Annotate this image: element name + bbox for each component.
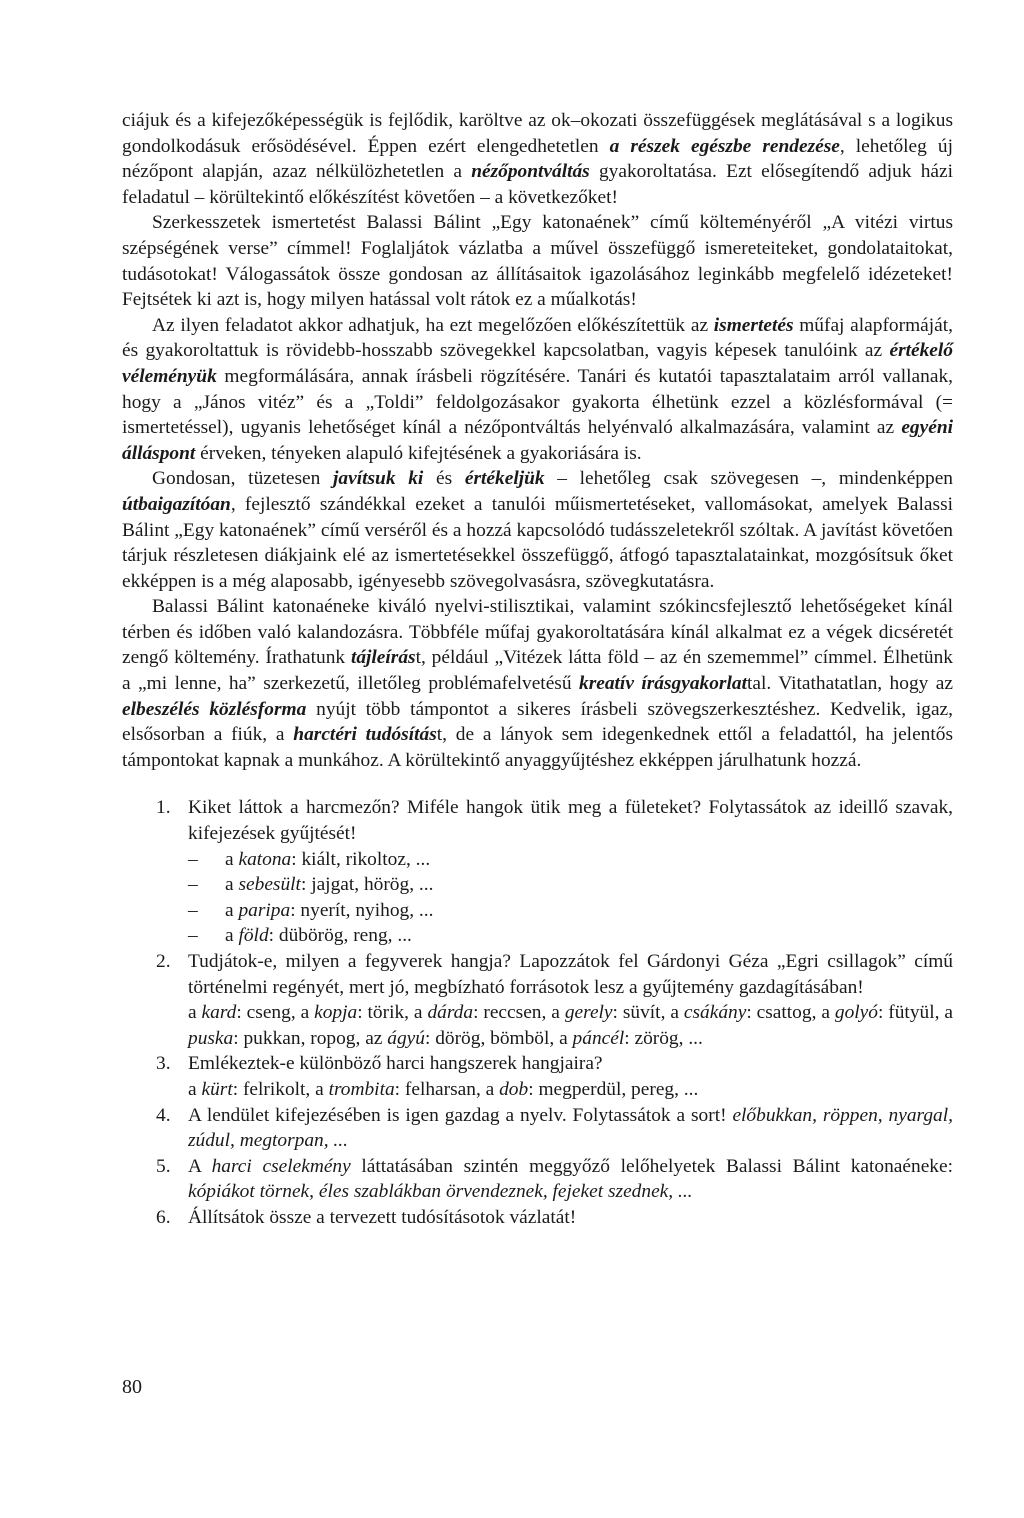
list-item-text (188, 1077, 953, 1103)
sub-list-item (188, 898, 953, 924)
sub-list-item (188, 847, 953, 873)
list-item-text (188, 1205, 953, 1231)
text-run: nyújt több támpontot a sikeres írásbeli szövegszerkesztéshez. Kedvelik, igaz, elsősorban a fiúk, a (122, 698, 954, 746)
emphasis-text: elbeszélés közlésforma (122, 698, 307, 720)
list-item (122, 1051, 953, 1102)
paragraph-3 (122, 313, 953, 467)
emphasis-text: csákány (683, 1002, 747, 1024)
paragraph-5 (122, 594, 953, 773)
text-run: : dübörög, reng, ... (268, 925, 412, 947)
text-run: – lehetőleg csak szövegesen –, mindenképpen (544, 468, 953, 490)
text-run: : cseng, a (236, 1002, 315, 1024)
emphasis-text: golyó (834, 1002, 878, 1024)
text-run: : reccsen, a (473, 1002, 565, 1024)
emphasis-text: föld (238, 925, 269, 947)
text-run: Az ilyen feladatot akkor adhatjuk, ha ezt megelőzően előkészítettük az (152, 314, 714, 336)
emphasis-text: katona (238, 848, 292, 870)
text-run: Emlékeztek-e különböző harci hangszerek hangjaira? (188, 1053, 603, 1075)
text-run: a (188, 1078, 202, 1100)
emphasis-text: értékeljük (464, 468, 545, 490)
text-run: a (225, 848, 239, 870)
text-run: és (423, 468, 465, 490)
list-item-number: 6. (156, 1206, 171, 1228)
text-run: érveken, tényeken alapuló kifejtésének a gyakoriására is. (195, 442, 642, 464)
list-item-text (188, 1000, 953, 1051)
text-run: : dörög, bömböl, a (424, 1027, 573, 1049)
emphasis-text: ágyú (387, 1027, 425, 1049)
emphasis-text: tájleírás (350, 647, 416, 669)
text-run: : fütyül, a (877, 1002, 953, 1024)
emphasis-text: sebesült (238, 874, 301, 896)
emphasis-text: útbaigazítóan (122, 493, 231, 515)
list-item-text (188, 949, 953, 1000)
text-run: t, de a lányok sem idegenkednek ettől a feladattól, ha jelentős támpontokat kapnak a munkához. A körültekintő anyaggyűjtéshez ekképpen járulhatunk hozzá. (122, 724, 953, 771)
emphasis-text: kürt (201, 1078, 233, 1100)
emphasis-text: dob (499, 1078, 529, 1100)
paragraph-1 (122, 108, 953, 210)
emphasis-text: trombita (328, 1078, 395, 1100)
text-run: a (225, 899, 239, 921)
emphasis-text: kreatív írásgyakorlat (579, 673, 747, 695)
text-run: Gondosan, tüzetesen (152, 468, 334, 490)
page-body (122, 108, 953, 1231)
emphasis-text: harci cselekmény (211, 1155, 351, 1177)
emphasis-text: a részek egészbe rendezése (609, 135, 840, 157)
emphasis-text: páncél (572, 1027, 625, 1049)
list-item-text (188, 795, 953, 846)
text-run: A lendület kifejezésében is igen gazdag a nyelv. Folytassátok a sort! (188, 1104, 733, 1126)
text-run: műfaj alapformáját, és gyakoroltattuk is rövidebb-hosszabb szövegekkel kapcsolatban, vagyis képesek tanulóink az (122, 314, 954, 362)
dash-bullet: – (188, 925, 198, 947)
text-run: : zörög, ... (624, 1027, 703, 1049)
list-item-number: 4. (156, 1104, 171, 1126)
sub-list-item (188, 923, 953, 949)
emphasis-text: értékelő véleményük (122, 340, 953, 387)
text-run: t, például „Vitézek látta föld – az én szememmel” címmel. Élhetünk a „mi lenne, ha” szerkezetű, illetőleg problémafelvetésű (122, 647, 954, 695)
text-run: Tudjátok-e, milyen a fegyverek hangja? Lapozzátok fel Gárdonyi Géza „Egri csillagok” című történelmi regényét, mert jó, megbízható forrásotok lesz a gyűjtemény gazdagításában! (188, 951, 953, 998)
list-item-number: 5. (156, 1155, 171, 1177)
emphasis-text: gerely (564, 1002, 613, 1024)
text-run: : felharsan, a (394, 1078, 500, 1100)
text-run: láttatásában szintén meggyőző lelőhelyetek Balassi Bálint katonaéneke: (350, 1155, 953, 1177)
page-number: 80 (122, 1376, 142, 1398)
emphasis-text: dárda (427, 1002, 474, 1024)
text-run: A (188, 1155, 212, 1177)
paragraph-2 (122, 210, 953, 312)
text-run: : csattog, a (746, 1002, 835, 1024)
text-run: ciájuk és a kifejezőképességük is fejlődik, karöltve az ok–okozati összefüggések meglátásával s a logikus gondolkodásuk erősödésével. Éppen ezért elengedhetetlen (122, 110, 953, 157)
emphasis-text: kópiákot törnek, éles szablákban örvendeznek, fejeket szednek, ... (188, 1181, 693, 1203)
paragraph-4 (122, 466, 953, 594)
text-run: a (225, 874, 239, 896)
text-run: a (225, 925, 239, 947)
sub-list-item (188, 872, 953, 898)
emphasis-text: nézőpontváltás (471, 161, 590, 183)
text-run: Kiket láttok a harcmezőn? Miféle hangok ütik meg a fületeket? Folytassátok az ideillő szavak, kifejezések gyűjtését! (188, 797, 953, 845)
list-item (122, 949, 953, 1051)
text-run: : nyerít, nyihog, ... (290, 899, 434, 921)
list-item (122, 1154, 953, 1205)
list-item (122, 1205, 953, 1231)
text-run: megformálására, annak írásbeli rögzítésére. Tanári és kutatói tapasztalataim arról vallanak, hogy a „János vitéz” és a „Toldi” feldolgozásakor gyakorta élhetünk ezzel a közlésformával (= ismertetéssel), ugyanis lehetőséget kínál a nézőpontváltás helyénvaló alkalmazására, valamint az (122, 365, 953, 439)
emphasis-text: kopja (314, 1002, 358, 1024)
list-item-number: 2. (156, 951, 171, 972)
list-item (122, 795, 953, 949)
text-run: , fejlesztő szándékkal ezeket a tanulói műismertetéseket, vallomásokat, amelyek Balassi Bálint „Egy katonaének” című verséről és a hozzá kapcsolódó tudásszeletekről szóltak. A javítást követően tárjuk részletesen diákjaink elé az ismertetésekkel összefüggő, átfogó tapasztalatainkat, mozgósítsuk őket ekképpen is a még alaposabb, igényesebb szövegolvasásra, szövegkutatásra. (122, 493, 953, 592)
emphasis-text: puska (188, 1027, 234, 1049)
emphasis-text: kard (201, 1002, 237, 1024)
text-run: : felrikolt, a (232, 1078, 329, 1100)
list-item-number: 3. (156, 1053, 171, 1075)
text-run: Szerkesszetek ismertetést Balassi Bálint „Egy katonaének” című költeményéről „A vitézi virtus szépségének verse” címmel! Foglaljátok vázlatba a művel összefüggő ismereteiteket, gondolataitokat, tudásotokat! Válogassátok össze gondosan az állításaitok igazolásához leginkább megfelelő idézeteket! Fejtsétek ki azt is, hogy milyen hatással volt rátok ez a műalkotás! (122, 212, 953, 311)
text-run: : süvít, a (612, 1002, 684, 1024)
text-run: : kiált, rikoltoz, ... (291, 848, 431, 870)
dash-bullet: – (188, 848, 198, 870)
list-item (122, 1103, 953, 1154)
emphasis-text: egyéni álláspont (122, 417, 953, 464)
text-run: gyakoroltatása. Ezt elősegítendő adjuk házi feladatul – körültekintő előkészítést követően – a következőket! (122, 161, 953, 208)
list-item-text (188, 1103, 953, 1154)
text-run: , lehetőleg új nézőpont alapján, azaz nélkülözhetetlen a (122, 135, 953, 183)
list-item-text (188, 1154, 953, 1205)
text-run: : pukkan, ropog, az (233, 1027, 388, 1049)
emphasis-text: előbukkan, röppen, nyargal, zúdul, megtorpan, ... (188, 1104, 953, 1152)
text-run: : jajgat, hörög, ... (300, 874, 434, 896)
emphasis-text: paripa (238, 899, 291, 921)
dash-bullet: – (188, 874, 198, 896)
emphasis-text: ismertetés (713, 314, 794, 336)
emphasis-text: harctéri tudósítás (293, 724, 437, 746)
list-item-number: 1. (156, 797, 171, 819)
text-run: : megperdül, pereg, ... (528, 1078, 699, 1100)
dash-bullet: – (188, 899, 198, 921)
emphasis-text: javítsuk ki (333, 468, 424, 490)
exercise-list (122, 795, 953, 1230)
text-run: a (188, 1002, 202, 1024)
text-run: Balassi Bálint katonaéneke kiváló nyelvi-stilisztikai, valamint szókincsfejlesztő lehetőségeket kínál térben és időben való kalandozásra. Többféle műfaj gyakoroltatására kínál alkalmat ez a végek dicséretét zengő költemény. Írathatunk (122, 596, 953, 669)
text-run: tal. Vitathatatlan, hogy az (746, 673, 953, 695)
text-run: Állítsátok össze a tervezett tudósításotok vázlatát! (188, 1206, 577, 1228)
list-item-text (188, 1051, 953, 1077)
text-run: : törik, a (357, 1002, 428, 1024)
